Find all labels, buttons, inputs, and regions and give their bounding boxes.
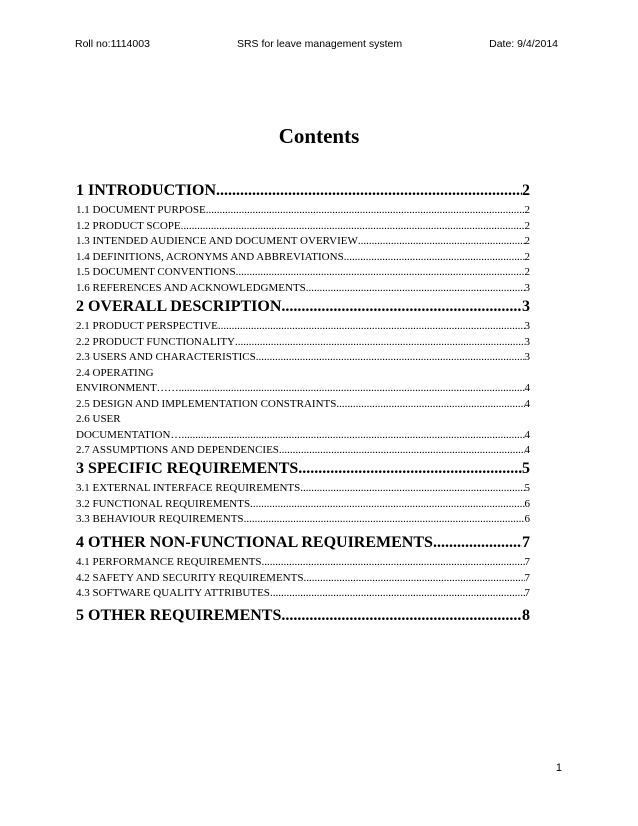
- dot-leader: [181, 429, 524, 441]
- toc-entry-page: 2: [524, 266, 530, 278]
- toc-entry-page: 3: [524, 335, 530, 348]
- toc-entry[interactable]: [76, 572, 530, 588]
- toc-heading[interactable]: [76, 607, 530, 629]
- toc-entry-label: ENVIRONMENT……: [76, 382, 179, 394]
- toc-entry[interactable]: [76, 266, 530, 282]
- dot-leader: [270, 587, 525, 599]
- toc-entry-label: 4.2 SAFETY AND SECURITY REQUIREMENTS: [76, 571, 304, 584]
- page-header: [75, 38, 558, 50]
- header-roll-number: Roll no:1114003: [75, 38, 150, 50]
- toc-entry[interactable]: [76, 382, 530, 398]
- toc-entry-page: 3: [524, 320, 530, 332]
- toc-heading-page: 8: [522, 607, 530, 624]
- toc-entry-label: 2.7 ASSUMPTIONS AND DEPENDENCIES: [76, 444, 279, 456]
- toc-heading-page: 2: [522, 182, 530, 199]
- dot-leader: [303, 572, 524, 584]
- toc-heading-page: 3: [522, 298, 530, 315]
- toc-entry-page: 3: [524, 351, 530, 363]
- toc-entry-page: 4: [524, 382, 530, 394]
- dot-leader: [300, 482, 524, 494]
- toc-heading[interactable]: [76, 460, 530, 482]
- toc-entry-label: 1.1 DOCUMENT PURPOSE: [76, 204, 206, 216]
- dot-leader: [181, 220, 525, 232]
- dot-leader: [256, 351, 525, 363]
- dot-leader: [433, 534, 522, 552]
- toc-entry-label: 3.2 FUNCTIONAL REQUIREMENTS: [76, 497, 251, 510]
- toc-entry[interactable]: [76, 398, 530, 414]
- toc-entry[interactable]: [76, 498, 530, 514]
- toc-entry[interactable]: [76, 282, 530, 298]
- toc-heading-page: 5: [522, 460, 530, 477]
- toc-entry[interactable]: [76, 336, 530, 352]
- toc-entry-page: 2: [524, 235, 530, 247]
- toc-section-1: [76, 182, 530, 297]
- toc-entry-label: 1.2 PRODUCT SCOPE: [76, 219, 181, 232]
- toc-entry-page: 6: [524, 513, 530, 525]
- toc-entry[interactable]: [76, 444, 530, 460]
- toc-entry-page: 7: [524, 556, 530, 568]
- toc-entry-label: 1.3 INTENDED AUDIENCE AND DOCUMENT OVERVIEW: [76, 235, 358, 247]
- toc-entry-label: 4.3 SOFTWARE QUALITY ATTRIBUTES: [76, 587, 270, 599]
- toc-heading-label: 3 SPECIFIC REQUIREMENTS: [76, 460, 299, 477]
- toc-entry-page: 2: [524, 219, 530, 232]
- toc-entry[interactable]: [76, 220, 530, 236]
- toc-entry-label: DOCUMENTATION…: [76, 428, 182, 441]
- toc-entry-page: 4: [524, 444, 530, 456]
- toc-entry[interactable]: [76, 235, 530, 251]
- dot-leader: [236, 266, 525, 278]
- dot-leader: [250, 498, 524, 510]
- toc-entry-label: 2.4 OPERATING: [76, 366, 154, 379]
- toc-entry-label: 3.3 BEHAVIOUR REQUIREMENTS: [76, 513, 244, 525]
- toc-heading-label: 2 OVERALL DESCRIPTION: [76, 298, 282, 315]
- toc-entry-page: 4: [524, 397, 530, 410]
- toc-heading-label: 5 OTHER REQUIREMENTS: [76, 607, 282, 624]
- toc-entry[interactable]: [76, 367, 530, 383]
- toc-section-3: [76, 460, 530, 529]
- toc-entry-page: 7: [524, 571, 530, 584]
- toc-entry-label: 4.1 PERFORMANCE REQUIREMENTS: [76, 556, 262, 568]
- header-document-title: SRS for leave management system: [236, 38, 403, 50]
- dot-leader: [336, 398, 524, 410]
- dot-leader: [218, 320, 525, 332]
- toc-entry-label: 1.4 DEFINITIONS, ACRONYMS AND ABBREVIATIONS: [76, 250, 344, 263]
- toc-heading[interactable]: [76, 534, 530, 556]
- dot-leader: [216, 182, 522, 200]
- toc-entry-page: 3: [524, 281, 530, 294]
- dot-leader: [281, 298, 522, 316]
- dot-leader: [235, 336, 525, 348]
- toc-heading[interactable]: [76, 298, 530, 320]
- toc-entry-page: 6: [524, 497, 530, 510]
- toc-entry[interactable]: [76, 429, 530, 445]
- toc-entry-label: 3.1 EXTERNAL INTERFACE REQUIREMENTS: [76, 482, 301, 494]
- toc-entry-label: 1.5 DOCUMENT CONVENTIONS: [76, 266, 236, 278]
- toc-heading-label: 1 INTRODUCTION: [76, 182, 217, 199]
- dot-leader: [206, 204, 525, 216]
- toc-entry-page: 5: [524, 482, 530, 494]
- dot-leader: [358, 235, 525, 247]
- dot-leader: [262, 556, 525, 568]
- dot-leader: [306, 282, 525, 294]
- toc-entry-page: 4: [524, 428, 530, 441]
- toc-entry[interactable]: [76, 351, 530, 367]
- toc-entry[interactable]: [76, 204, 530, 220]
- dot-leader: [179, 382, 525, 394]
- toc-entry[interactable]: [76, 413, 530, 429]
- toc-entry-label: 2.5 DESIGN AND IMPLEMENTATION CONSTRAINTS: [76, 397, 337, 410]
- toc-section-4: [76, 534, 530, 603]
- toc-entry[interactable]: [76, 251, 530, 267]
- toc-section-5: [76, 607, 530, 629]
- toc-heading-label: 4 OTHER NON-FUNCTIONAL REQUIREMENTS: [76, 534, 433, 551]
- toc-entry-label: 2.6 USER: [76, 413, 121, 425]
- toc-heading-page: 7: [522, 534, 530, 551]
- dot-leader: [281, 607, 522, 625]
- toc-entry[interactable]: [76, 320, 530, 336]
- dot-leader: [298, 460, 522, 478]
- toc-heading[interactable]: [76, 182, 530, 204]
- toc-entry[interactable]: [76, 587, 530, 603]
- toc-entry-page: 2: [524, 250, 530, 263]
- toc-entry-page: 7: [524, 587, 530, 599]
- toc-entry-label: 1.6 REFERENCES AND ACKNOWLEDGMENTS: [76, 281, 306, 294]
- page-number: 1: [555, 762, 562, 774]
- toc-entry[interactable]: [76, 513, 530, 529]
- toc-entry-label: 2.2 PRODUCT FUNCTIONALITY: [76, 335, 235, 348]
- toc-entry-label: 2.1 PRODUCT PERSPECTIVE: [76, 320, 218, 332]
- toc-entry-label: 2.3 USERS AND CHARACTERISTICS: [76, 351, 256, 363]
- dot-leader: [279, 444, 525, 456]
- toc-section-2: [76, 298, 530, 460]
- toc-entry[interactable]: [76, 556, 530, 572]
- dot-leader: [344, 251, 525, 263]
- contents-title: Contents: [278, 124, 360, 148]
- header-date: Date: 9/4/2014: [489, 38, 558, 50]
- toc-entry-page: 2: [524, 204, 530, 216]
- dot-leader: [244, 513, 525, 525]
- toc-entry[interactable]: [76, 482, 530, 498]
